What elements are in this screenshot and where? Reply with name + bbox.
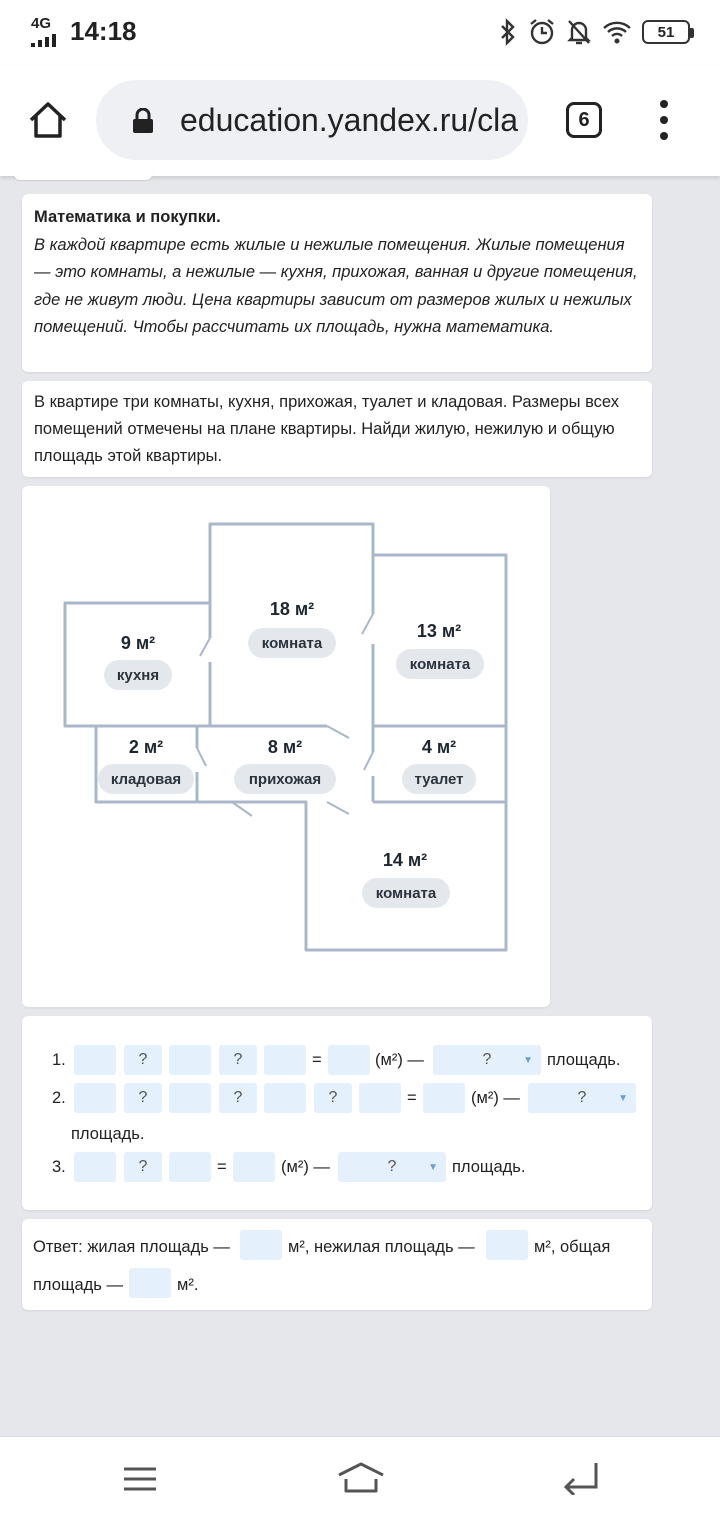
- address-bar[interactable]: [96, 80, 528, 160]
- number-input[interactable]: [74, 1083, 116, 1113]
- battery-level: 51: [657, 23, 675, 41]
- room-area: 4 м²: [421, 737, 457, 757]
- room-name: прихожая: [248, 771, 322, 788]
- recent-apps-icon[interactable]: [122, 1465, 158, 1493]
- number-input[interactable]: [169, 1152, 211, 1182]
- tab-count: 6: [578, 108, 590, 131]
- result-input[interactable]: [233, 1152, 275, 1182]
- home-icon[interactable]: [26, 98, 70, 142]
- room-name: комната: [375, 885, 437, 902]
- task-card: [22, 381, 652, 477]
- floor-plan-card: [22, 486, 550, 1007]
- answer-unit: м², нежилая площадь —: [288, 1238, 475, 1256]
- number-input[interactable]: [74, 1045, 116, 1075]
- total-area-input[interactable]: [129, 1268, 171, 1298]
- operator-select[interactable]: ?: [219, 1083, 257, 1113]
- room-area: 2 м²: [128, 737, 164, 757]
- result-input[interactable]: [328, 1045, 370, 1075]
- result-input[interactable]: [423, 1083, 465, 1113]
- notifications-off-icon: [566, 18, 592, 46]
- area-type-select[interactable]: ? ▼: [528, 1083, 636, 1113]
- more-menu-icon[interactable]: [655, 100, 673, 140]
- signal-icon: [30, 14, 60, 47]
- operator-select[interactable]: ?: [314, 1083, 352, 1113]
- operator-select[interactable]: ?: [124, 1045, 162, 1075]
- area-type-select[interactable]: ? ▼: [433, 1045, 541, 1075]
- equals-sign: =: [407, 1089, 417, 1107]
- operator-select[interactable]: ?: [124, 1083, 162, 1113]
- wifi-icon: [602, 19, 632, 45]
- answer-unit: м².: [177, 1276, 199, 1294]
- number-input[interactable]: [359, 1083, 401, 1113]
- room-area: 9 м²: [120, 633, 156, 653]
- answer-line2-prefix: площадь —: [33, 1276, 123, 1294]
- row-number: 3.: [52, 1158, 66, 1176]
- alarm-icon: [528, 18, 556, 46]
- answer-card: [22, 1219, 652, 1310]
- dropdown-arrow-icon: ▼: [618, 1093, 628, 1104]
- browser-toolbar: [0, 66, 720, 176]
- row-number: 2.: [52, 1089, 66, 1107]
- intro-card: [22, 194, 652, 372]
- floor-plan: [22, 486, 550, 1007]
- suffix-label: площадь.: [71, 1125, 145, 1143]
- previous-section-edge: [14, 170, 152, 180]
- row-number: 1.: [52, 1051, 66, 1069]
- tabs-button[interactable]: [566, 102, 602, 138]
- dropdown-arrow-icon: ▼: [523, 1055, 533, 1066]
- suffix-label: площадь.: [452, 1158, 526, 1176]
- network-type: 4G: [31, 14, 52, 32]
- number-input[interactable]: [264, 1045, 306, 1075]
- number-input[interactable]: [169, 1083, 211, 1113]
- number-input[interactable]: [264, 1083, 306, 1113]
- room-area: 13 м²: [416, 621, 462, 641]
- bluetooth-icon: [498, 18, 518, 46]
- equals-sign: =: [312, 1051, 322, 1069]
- number-input[interactable]: [74, 1152, 116, 1182]
- answer-prefix: Ответ: жилая площадь —: [33, 1238, 230, 1256]
- room-area: 14 м²: [382, 850, 428, 870]
- back-icon[interactable]: [560, 1463, 600, 1495]
- room-area: 8 м²: [267, 737, 303, 757]
- suffix-label: площадь.: [547, 1051, 621, 1069]
- status-time: 14:18: [70, 16, 137, 46]
- operator-select[interactable]: ?: [124, 1152, 162, 1182]
- url-text: education.yandex.ru/cla: [180, 102, 518, 138]
- unit-label: (м²) —: [375, 1051, 424, 1069]
- room-name: кухня: [116, 667, 160, 684]
- status-bar: [0, 0, 720, 66]
- battery-icon: [642, 20, 690, 44]
- room-name: туалет: [414, 771, 464, 788]
- dropdown-arrow-icon: ▼: [428, 1162, 438, 1173]
- room-name: комната: [261, 635, 323, 652]
- equations-card: [22, 1016, 652, 1210]
- home-nav-icon[interactable]: [336, 1461, 386, 1495]
- lock-icon: [132, 108, 154, 134]
- non-living-area-input[interactable]: [486, 1230, 528, 1260]
- intro-body: В каждой квартире есть жилые и нежилые помещения. Жилые помещения — это комнаты, а нежилые — кухня, прихожая, ванная и другие помещения, где не живут люди. Цена квартиры зависит от размеров жилых и нежилых помещений. Чтобы рассчитать их площадь, нужна математика.: [34, 235, 638, 336]
- number-input[interactable]: [169, 1045, 211, 1075]
- living-area-input[interactable]: [240, 1230, 282, 1260]
- intro-title: Математика и покупки.: [34, 208, 221, 226]
- area-type-select[interactable]: ? ▼: [338, 1152, 446, 1182]
- system-nav-bar: [0, 1436, 720, 1520]
- unit-label: (м²) —: [281, 1158, 330, 1176]
- task-text: В квартире три комнаты, кухня, прихожая, туалет и кладовая. Размеры всех помещений отмечены на плане квартиры. Найди жилую, нежилую и общую площадь этой квартиры.: [34, 393, 619, 465]
- room-name: комната: [409, 656, 471, 673]
- room-area: 18 м²: [269, 599, 315, 619]
- equals-sign: =: [217, 1158, 227, 1176]
- room-name: кладовая: [110, 771, 182, 788]
- operator-select[interactable]: ?: [219, 1045, 257, 1075]
- answer-unit: м², общая: [534, 1238, 611, 1256]
- unit-label: (м²) —: [471, 1089, 520, 1107]
